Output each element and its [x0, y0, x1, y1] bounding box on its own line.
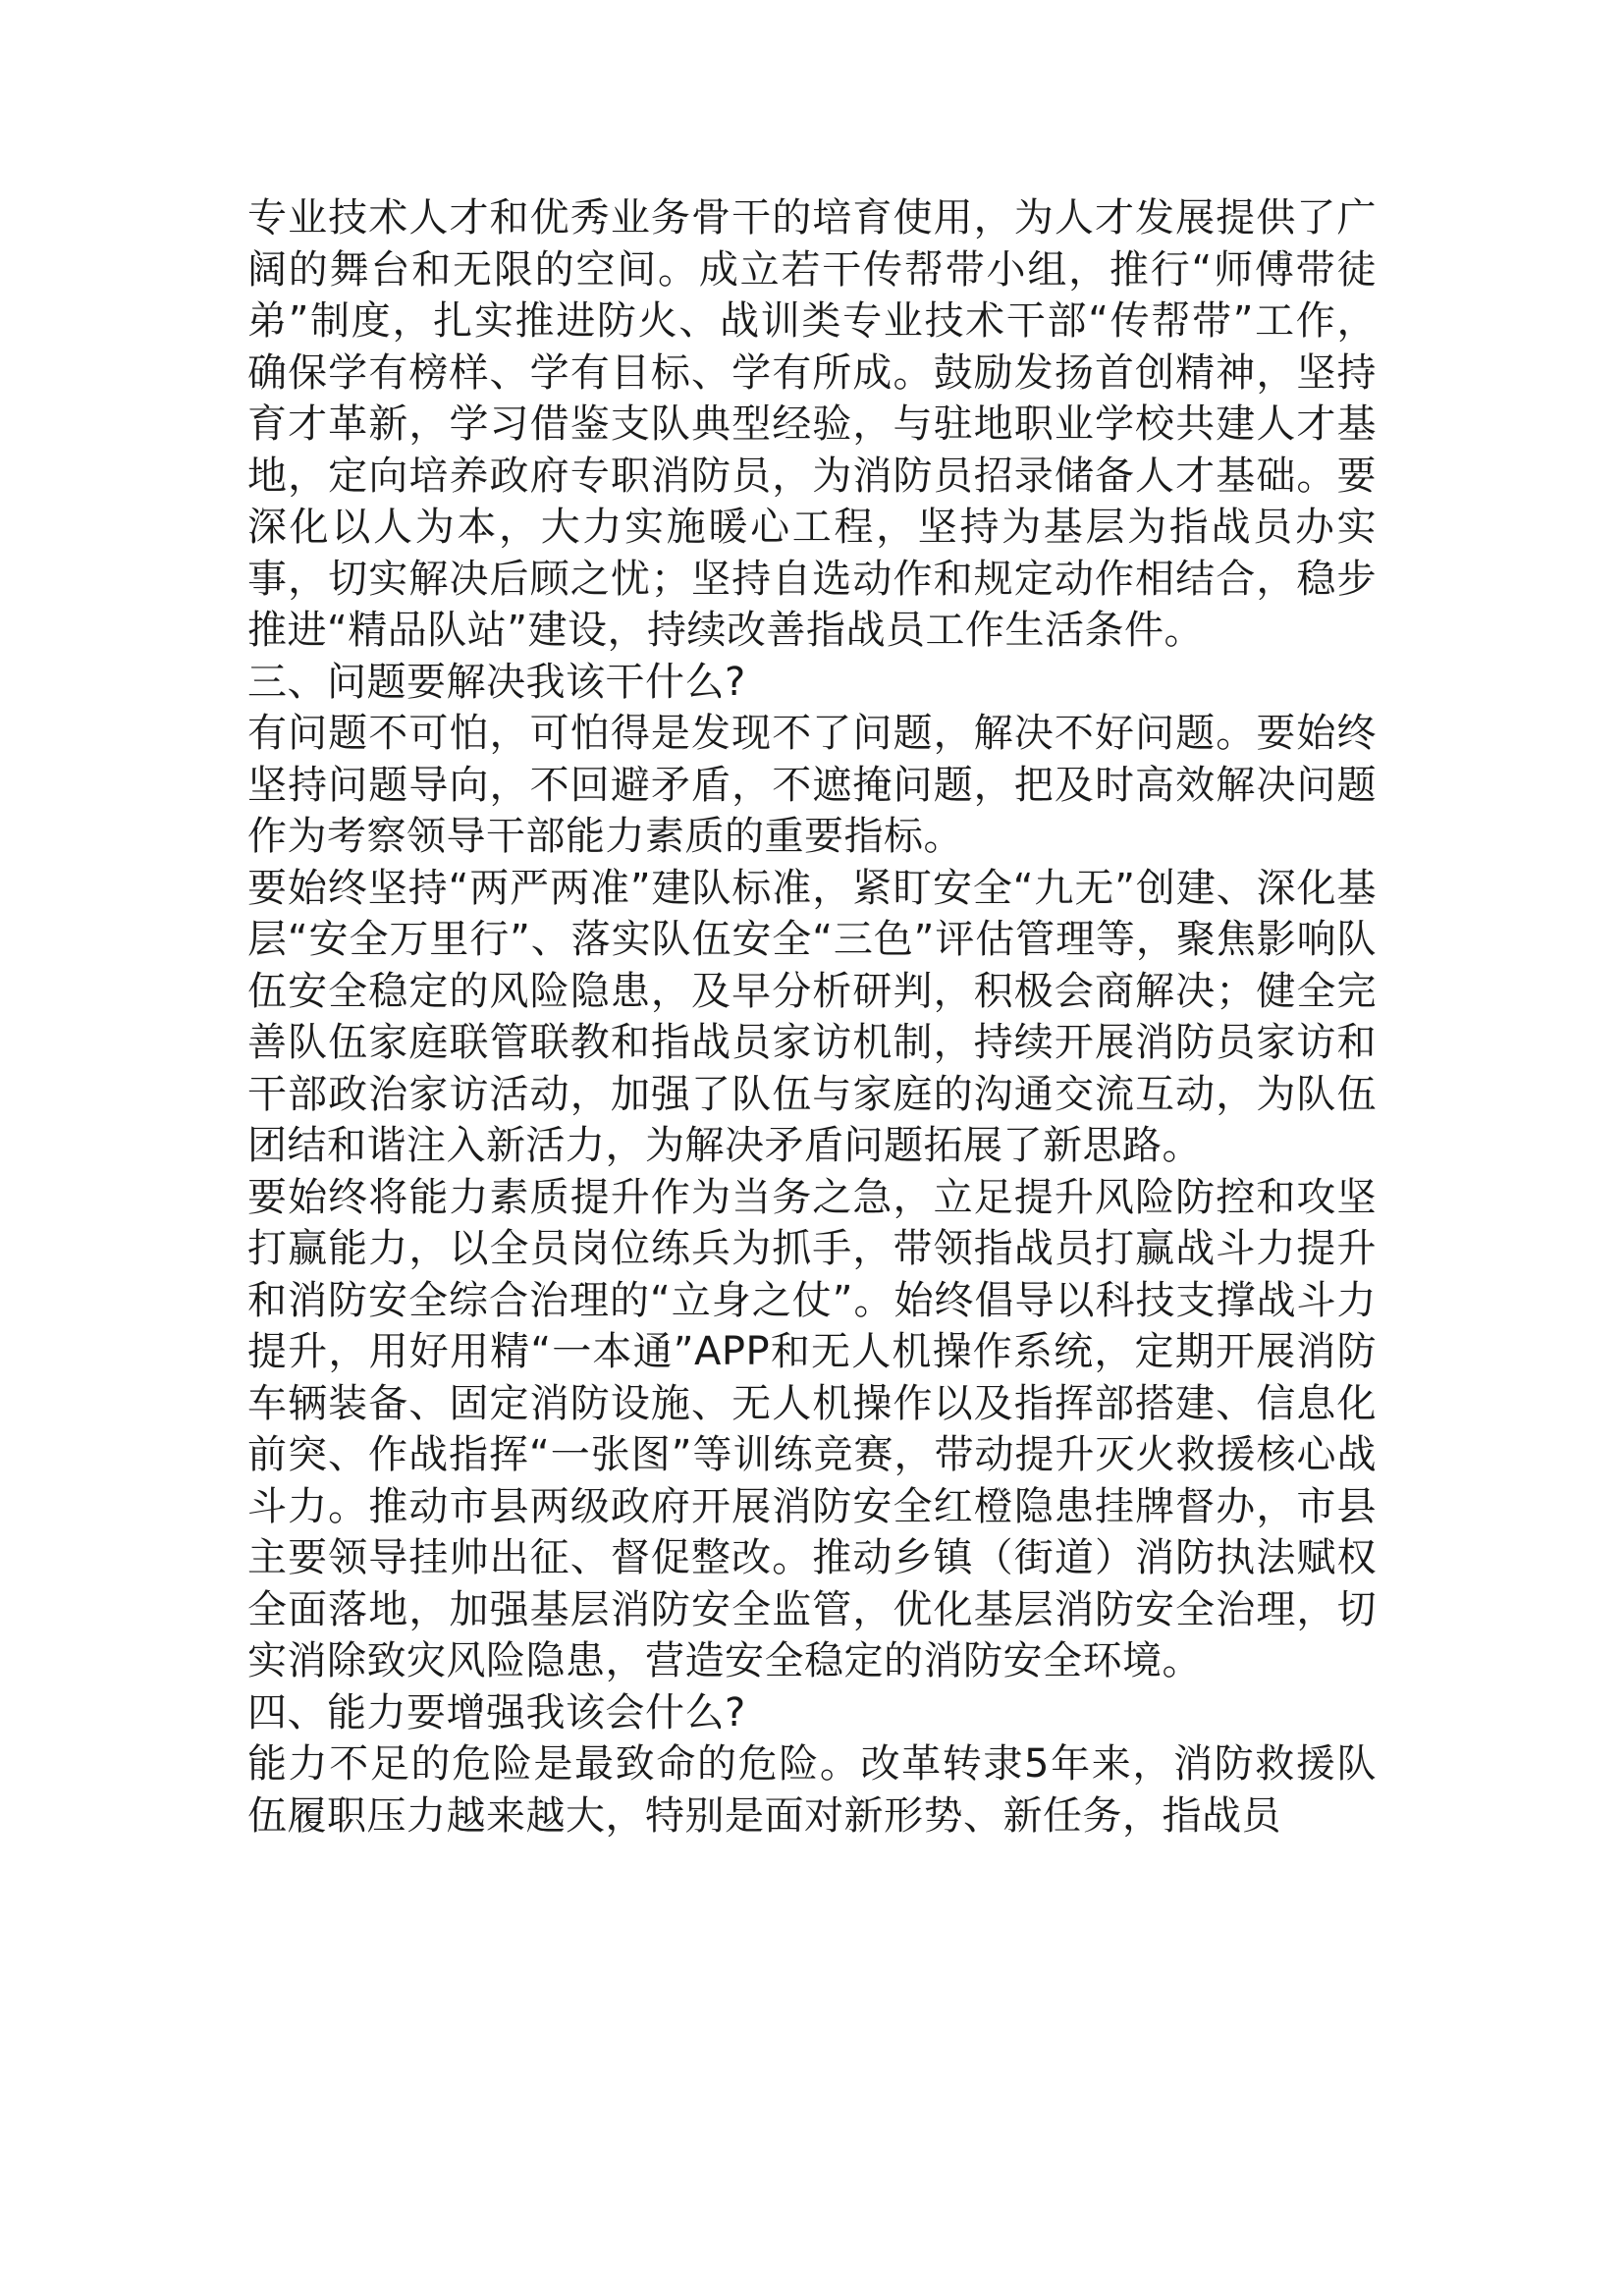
section-heading-4: 四、能力要增强我该会什么? — [247, 1689, 746, 1735]
section-heading-3: 三、问题要解决我该干什么? — [247, 659, 746, 705]
paragraph-capability-risk: 能力不足的危险是最致命的危险。改革转隶5年来，消防救援队伍履职压力越来越大，特别是面对新形势、新任务，指战员 — [247, 1741, 1377, 1839]
document-body — [247, 192, 1377, 1842]
paragraph-problem-orientation: 有问题不可怕，可怕得是发现不了问题，解决不好问题。要始终坚持问题导向，不回避矛盾，不遮掩问题，把及时高效解决问题作为考察领导干部能力素质的重要指标。 — [247, 711, 1377, 859]
paragraph-safety-standards: 要始终坚持“两严两准”建队标准，紧盯安全“九无”创建、深化基层“安全万里行”、落实队伍安全“三色”评估管理等，聚焦影响队伍安全稳定的风险隐患，及早分析研判，积极会商解决；健全完善队伍家庭联管联教和指战员家访机制，持续开展消防员家访和干部政治家访活动，加强了队伍与家庭的沟通交流互动，为队伍团结和谐注入新活力，为解决矛盾问题拓展了新思路。 — [247, 865, 1377, 1168]
paragraph-capability-improvement: 要始终将能力素质提升作为当务之急，立足提升风险防控和攻坚打赢能力，以全员岗位练兵为抓手，带领指战员打赢战斗力提升和消防安全综合治理的“立身之仗”。始终倡导以科技支撑战斗力提升，用好用精“一本通”APP和无人机操作系统，定期开展消防车辆装备、固定消防设施、无人机操作以及指挥部搭建、信息化前突、作战指挥“一张图”等训练竞赛，带动提升灭火救援核心战斗力。推动市县两级政府开展消防安全红橙隐患挂牌督办，市县主要领导挂帅出征、督促整改。推动乡镇（街道）消防执法赋权全面落地，加强基层消防安全监管，优化基层消防安全治理，切实消除致灾风险隐患，营造安全稳定的消防安全环境。 — [247, 1174, 1377, 1683]
paragraph-talent-cultivation: 专业技术人才和优秀业务骨干的培育使用，为人才发展提供了广阔的舞台和无限的空间。成立若干传帮带小组，推行“师傅带徒弟”制度，扎实推进防火、战训类专业技术干部“传帮带”工作，确保学有榜样、学有目标、学有所成。鼓励发扬首创精神，坚持育才革新，学习借鉴支队典型经验，与驻地职业学校共建人才基地，定向培养政府专职消防员，为消防员招录储备人才基础。要深化以人为本，大力实施暖心工程，坚持为基层为指战员办实事，切实解决后顾之忧；坚持自选动作和规定动作相结合，稳步推进“精品队站”建设，持续改善指战员工作生活条件。 — [247, 195, 1377, 653]
